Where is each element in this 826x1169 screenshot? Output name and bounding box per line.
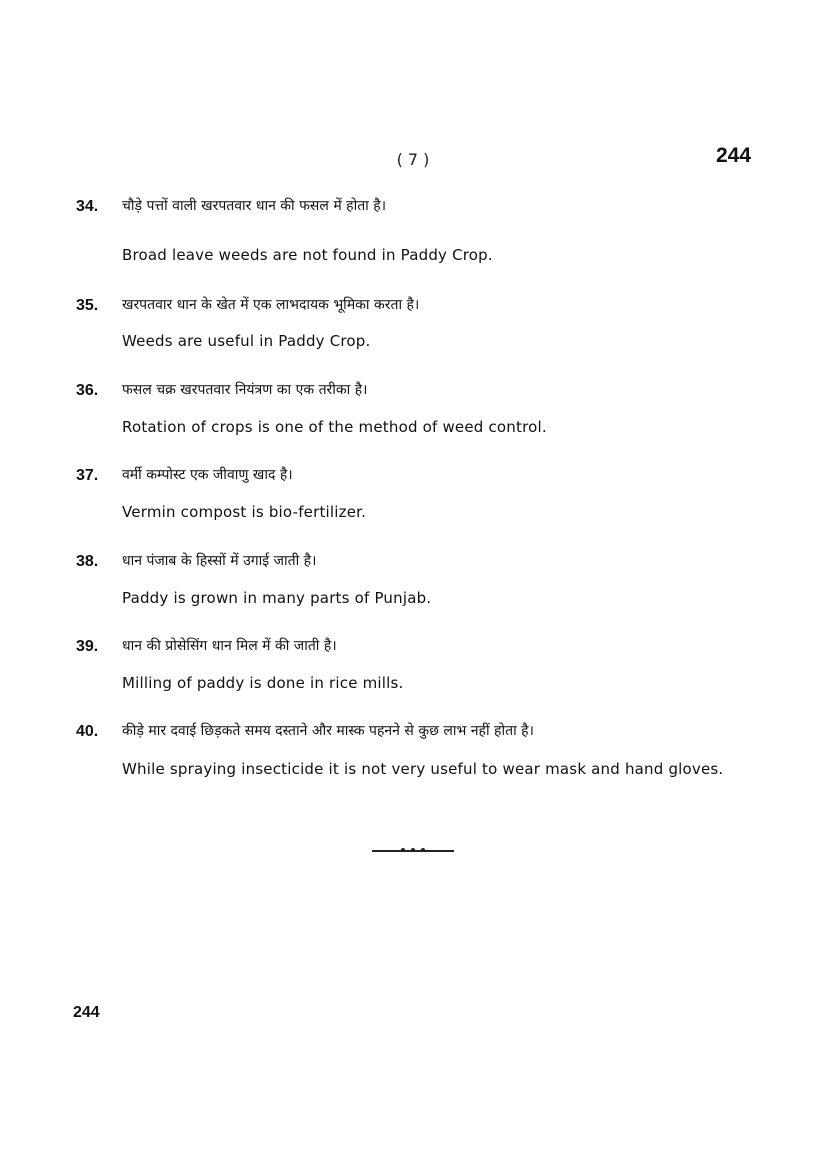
question-text-english: Vermin compost is bio-fertilizer.: [122, 503, 367, 521]
question-number: 40.: [76, 723, 99, 740]
question-text-hindi: खरपतवार धान के खेत में एक लाभदायक भूमिका करता है।: [122, 297, 420, 313]
question-text-english: Rotation of crops is one of the method of weed control.: [122, 418, 547, 436]
question-text-hindi: चौड़े पत्तों वाली खरपतवार धान की फसल में होता है।: [122, 198, 386, 214]
paper-code-footer: 244: [73, 1004, 100, 1021]
question-text-hindi: फसल चक्र खरपतवार नियंत्रण का एक तरीका है।: [122, 382, 368, 398]
end-of-paper-divider: [372, 850, 454, 852]
divider-dot: [421, 848, 425, 852]
question-text-hindi: वर्मी कम्पोस्ट एक जीवाणु खाद है।: [122, 467, 293, 483]
page-number: ( 7 ): [396, 150, 430, 169]
divider-dot: [401, 848, 405, 852]
question-number: 36.: [76, 382, 99, 399]
question-text-english: While spraying insecticide it is not very useful to wear mask and hand gloves.: [122, 760, 724, 778]
question-text-english: Broad leave weeds are not found in Paddy Crop.: [122, 246, 493, 264]
question-number: 34.: [76, 198, 99, 215]
paper-code-header: 244: [716, 144, 752, 167]
question-number: 37.: [76, 467, 99, 484]
question-text-english: Weeds are useful in Paddy Crop.: [122, 332, 371, 350]
question-number: 38.: [76, 553, 99, 570]
question-number: 35.: [76, 297, 99, 314]
question-text-hindi: धान की प्रोसेसिंग धान मिल में की जाती है।: [122, 638, 337, 654]
question-text-hindi: धान पंजाब के हिस्सों में उगाई जाती है।: [122, 553, 317, 569]
divider-dot: [411, 848, 415, 852]
question-text-english: Paddy is grown in many parts of Punjab.: [122, 589, 432, 607]
question-text-hindi: कीड़े मार दवाई छिड़कते समय दस्ताने और मास्क पहनने से कुछ लाभ नहीं होता है।: [122, 723, 534, 739]
question-number: 39.: [76, 638, 99, 655]
question-text-english: Milling of paddy is done in rice mills.: [122, 674, 404, 692]
